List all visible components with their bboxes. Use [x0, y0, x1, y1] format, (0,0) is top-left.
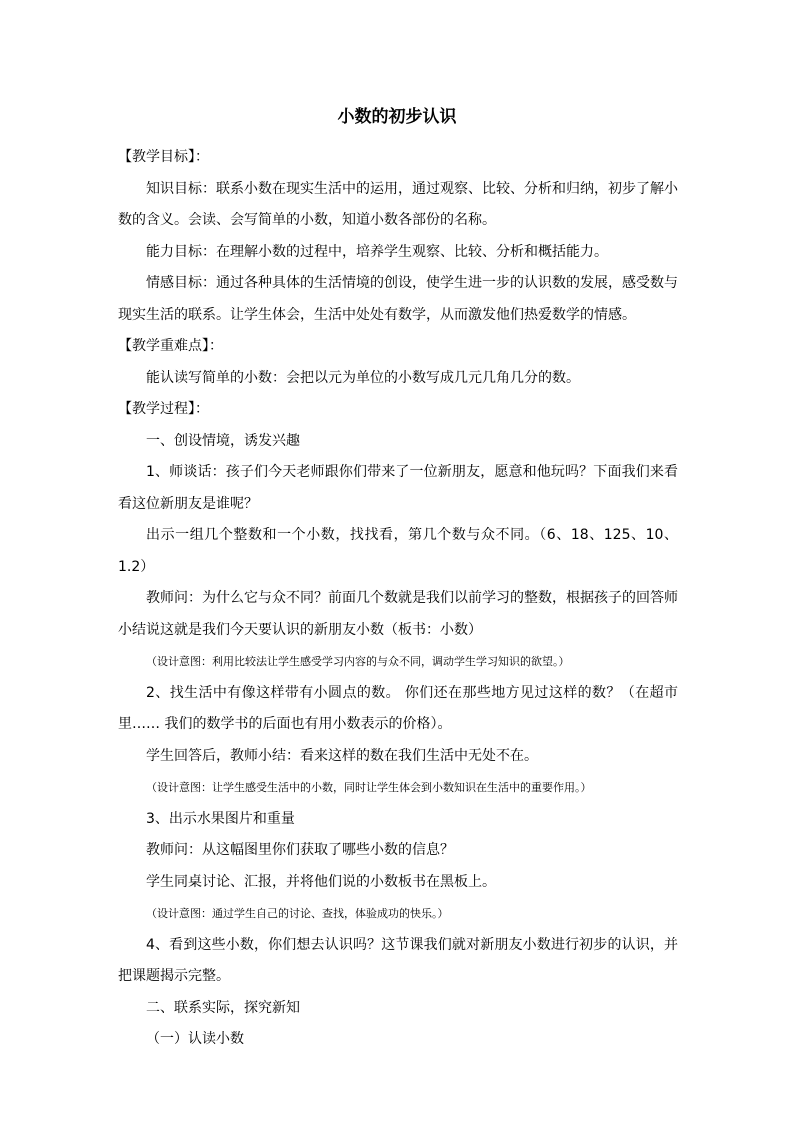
paragraph-emotion-goal: 情感目标：通过各种具体的生活情境的创设，使学生进一步的认识数的发展，感受数与现实生活的联系。让学生体会，生活中处处有数学，从而激发他们热爱数学的情感。	[118, 275, 678, 323]
paragraph-step-1: 1、师谈话：孩子们今天老师跟你们带来了一位新朋友，愿意和他玩吗？下面我们来看看这位新朋友是谁呢？	[118, 464, 678, 512]
document-body	[118, 142, 678, 1056]
section-heading-process: 【教学过程】：	[118, 401, 209, 417]
paragraph-student-discussion: 学生同桌讨论、汇报，并将他们说的小数板书在黑板上。	[146, 873, 496, 890]
paragraph-teacher-question-2: 教师问：从这幅图里你们获取了哪些小数的信息？	[146, 842, 454, 858]
design-note-2: （设计意图：让学生感受生活中的小数，同时让学生体会到小数知识在生活中的重要作用。）	[146, 781, 592, 794]
section-heading-key-points: 【教学重难点】：	[118, 338, 223, 354]
subheading-reading-decimals: （一）认读小数	[146, 1031, 244, 1047]
design-note-3: （设计意图：通过学生自己的讨论、查找，体验成功的快乐。）	[146, 907, 449, 920]
paragraph-show-numbers: 出示一组几个整数和一个小数，找找看，第几个数与众不同。（6、18、125、10、1.2）	[118, 527, 678, 575]
document-title: 小数的初步认识	[337, 107, 457, 127]
paragraph-step-2: 2、找生活中有像这样带有小圆点的数。 你们还在那些地方见过这样的数？（在超市里…… 我们的数学书的后面也有用小数表示的价格）。	[118, 684, 678, 732]
paragraph-student-answer: 学生回答后，教师小结：看来这样的数在我们生活中无处不在。	[146, 747, 538, 764]
subheading-part-one: 一、创设情境，诱发兴趣	[146, 432, 300, 449]
section-heading-objectives: 【教学目标】：	[118, 149, 209, 165]
paragraph-teacher-question: 教师问：为什么它与众不同？前面几个数就是我们以前学习的整数，根据孩子的回答师小结说这就是我们今天要认识的新朋友小数（板书：小数）	[118, 590, 678, 638]
paragraph-key-points: 能认读写简单的小数：会把以元为单位的小数写成几元几角几分的数。	[146, 369, 580, 386]
subheading-part-two: 二、联系实际，探究新知	[146, 999, 300, 1016]
paragraph-step-4: 4、看到这些小数，你们想去认识吗？这节课我们就对新朋友小数进行初步的认识，并把课题揭示完整。	[118, 936, 678, 984]
paragraph-ability-goal: 能力目标：在理解小数的过程中，培养学生观察、比较、分析和概括能力。	[146, 243, 608, 260]
paragraph-step-3: 3、出示水果图片和重量	[146, 810, 295, 827]
design-note-1: （设计意图：利用比较法让学生感受学习内容的与众不同，调动学生学习知识的欲望。）	[146, 655, 570, 668]
paragraph-knowledge-goal: 知识目标：联系小数在现实生活中的运用，通过观察、比较、分析和归纳，初步了解小数的含义。会读、会写简单的小数，知道小数各部份的名称。	[118, 180, 678, 228]
